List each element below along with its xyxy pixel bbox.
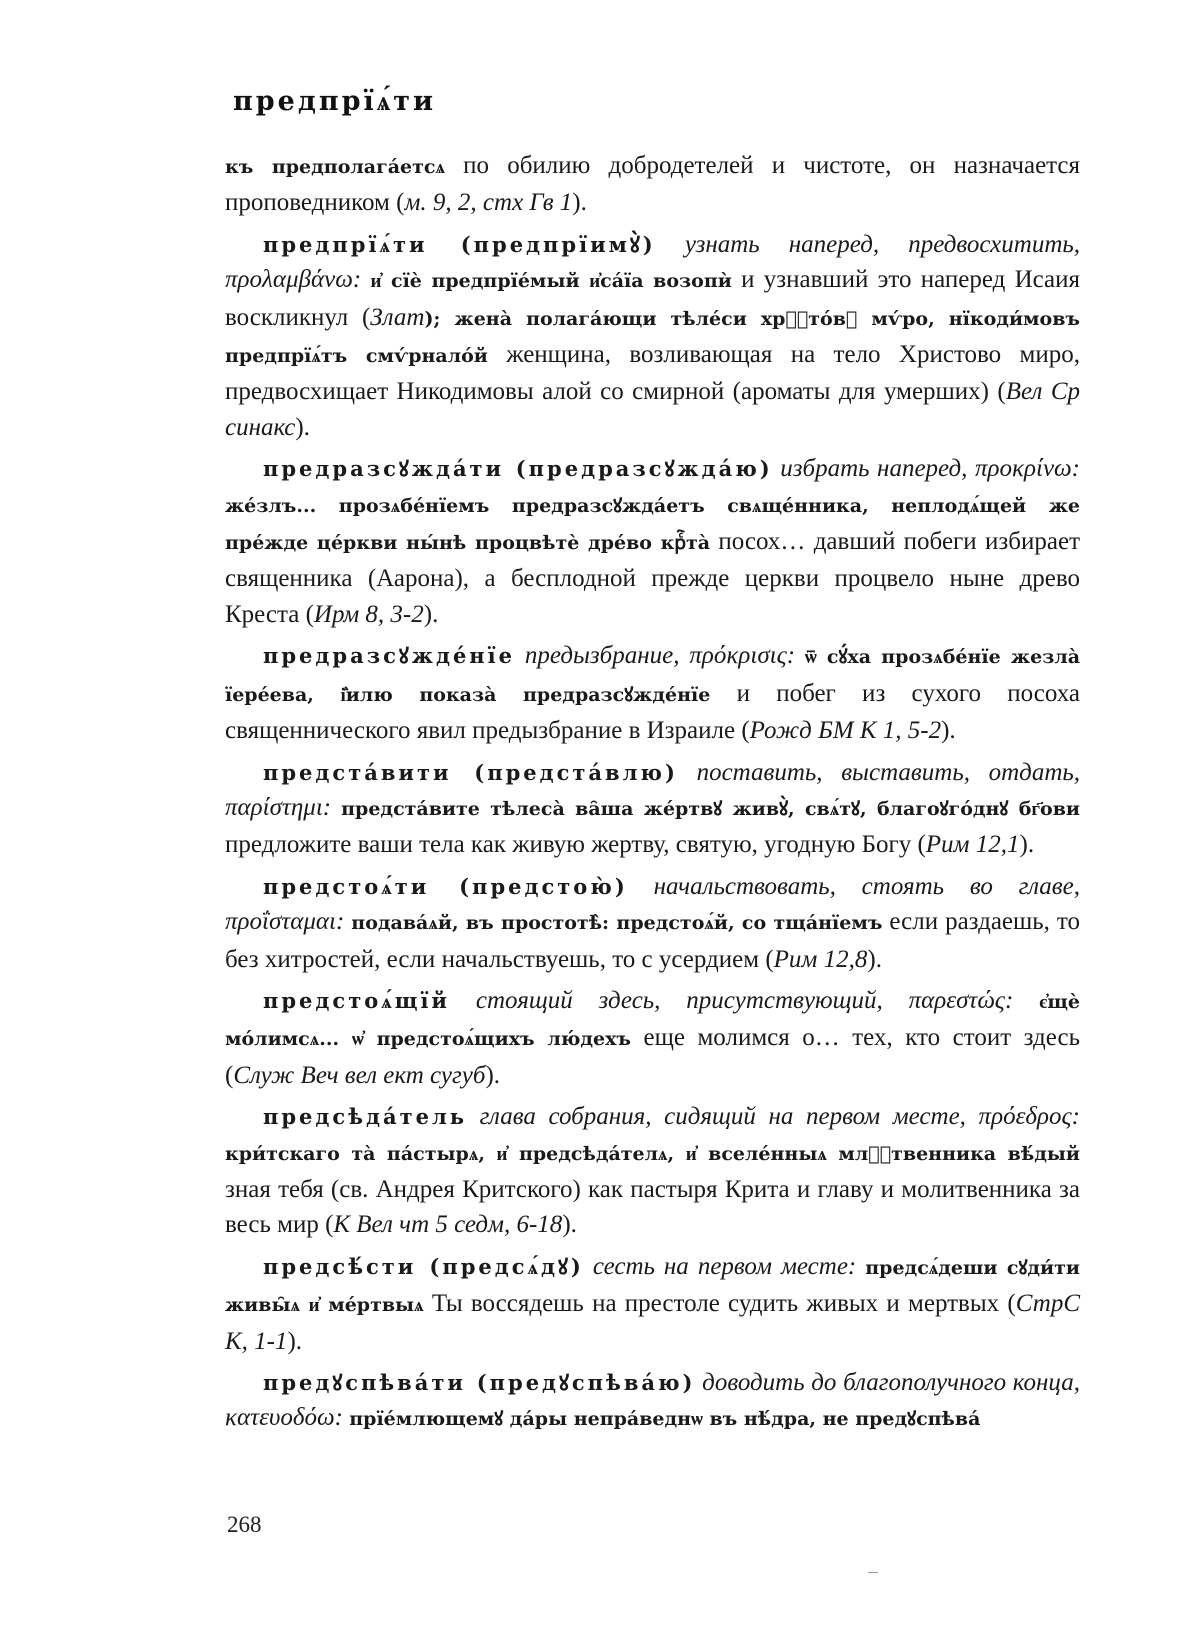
greek-equivalent: προκρίνω:: [974, 455, 1081, 483]
dictionary-entry: предсѣда́тель глава собрания, сидящий на первом месте, πρόεδρος: кри́тскаго та̀ па́стырѧ, и҆ предсѣда́телѧ, и҆ вселе́нныѧ млⷭ҇твенника вѣ́дый зная тебя (св. Андрея Критского) как пастыря Крита и главу и молитвенника за весь мир (К Вел чт 5 седм, 6-18).: [225, 1103, 1081, 1239]
definition: сесть на первом месте:: [592, 1252, 857, 1280]
definition: поставить, выставить, отдать,: [696, 758, 1080, 786]
dictionary-entry: предразсꙋжде́нїе предызбрание, πρόκρισις: ѿ сꙋ́ха прозѧбе́нїе жезла̀ їере́ева, і҆̈илю показа̀ предразсꙋжде́нїе и побег из сухого посоха священнического явил предызбрание в Израиле (Рожд БМ К 1, 5-2).: [225, 642, 1081, 745]
translation-text: посох… давший побеги избирает священника (Аарона), а бесплодной прежде церкви процвело ныне древо Креста (: [225, 528, 1080, 628]
headword: предразсꙋжде́нїе: [263, 643, 516, 669]
definition: избрать наперед,: [780, 455, 968, 483]
church-slavonic-text: и҆ сїѐ предпрїе́мый и҆са́їа возопѝ: [370, 270, 732, 293]
church-slavonic-text: ѿ сꙋ́ха прозѧбе́нїе жезла̀ їере́ева, і҆̈илю показа̀ предразсꙋжде́нїе: [225, 646, 1081, 706]
source-reference: Рожд БМ К 1, 5-2: [749, 717, 942, 745]
translation-text: зная тебя (св. Андрея Критского) как пастыря Крита и главу и молитвенника за весь мир (: [225, 1175, 1080, 1239]
definition: доводить до благополучного конца,: [702, 1369, 1080, 1396]
dictionary-entry: предпрїѧ́ти (предпрїимꙋ̀) узнать наперед, предвосхитить, προλαμβάνω: и҆ сїѐ предпрїе́мый и҆са́їа возопѝ и узнавший это наперед Исаия воскликнул (Злат); жена̀ полага́ющи тѣле́си хрⷭ҇то́вꙋ мѵ́ро, нїкоди́мовъ предпрїѧ́тъ смѵ́рнало́й женщина, возливающая на тело Христово миро, предвосхищает Никодимовы алой со смирной (ароматы для умерших) (Вел Ср синакс).: [225, 230, 1081, 441]
running-header: предпрїѧ́ти: [233, 86, 436, 117]
greek-equivalent: παρίστημι:: [225, 793, 332, 821]
translation-text: и узнавший это наперед Исаия воскликнул (: [225, 266, 1081, 331]
translation-text: женщина, возливающая на тело Христово миро, предвосхищает Никодимовы алой со смирной (ароматы для умерших) (: [225, 341, 1080, 406]
entry-continuation: къ предполага́етсѧ по обилию добродетелей и чистоте, он назначается проповедником (м. 9, 2, стх Гв 1).: [225, 152, 1081, 217]
translation-text: еще молимся о… тех, кто стоит здесь (: [225, 1024, 1080, 1089]
headword: предпрїѧ́ти (предпрїимꙋ̀): [263, 231, 656, 257]
dictionary-entry: [225, 1365, 1080, 1438]
church-slavonic-text: ); жена̀ полага́ющи тѣле́си хрⷭ҇то́вꙋ мѵ́ро, нїкоди́мовъ предпрїѧ́тъ смѵ́рнало́й: [225, 307, 1080, 368]
translation-text: предложите ваши тела как живую жертву, святую, угодную Богу (: [225, 831, 926, 859]
headword: предста́вити (предста́влю): [263, 759, 678, 785]
church-slavonic-text: кри́тскаго та̀ па́стырѧ, и҆ предсѣда́телѧ, и҆ вселе́нныѧ млⷭ҇твенника вѣ́дый: [225, 1142, 1080, 1165]
source-reference: Рим 12,1: [925, 831, 1020, 859]
definition: узнать наперед, предвосхитить,: [684, 230, 1081, 258]
headword: предꙋспѣва́ти (предꙋспѣва́ю): [263, 1370, 696, 1395]
church-slavonic-text: є҆щѐ мо́лимсѧ... ѡ҆ предстоѧ́щихъ лю́дехъ: [225, 990, 1081, 1051]
headword: предсѣда́тель: [263, 1104, 467, 1130]
translation-text: и побег из сухого посоха священнического явил предызбрание в Израиле (: [225, 679, 1080, 745]
source-reference: Служ Веч вел ект сугуб: [233, 1061, 486, 1089]
source-reference: м. 9, 2, стх Гв 1: [404, 189, 573, 217]
source-reference: Вел Ср синакс: [225, 378, 1080, 441]
church-slavonic-text: предсѧ́деши сꙋди́ти живы̑ѧ и҆ ме́ртвыѧ: [225, 1256, 1080, 1317]
dictionary-entry: предстоѧ́ти (предстою̀) начальствовать, стоять во главе, προΐσταμαι: подава́ѧй, въ простотѣ̀: предстоѧ́й, со тща́нїемъ если раздаешь, то без хитростей, если начальствуешь, то с усердием (Рим 12,8).: [225, 872, 1080, 973]
source-reference: Ирм 8, 3-2: [313, 600, 424, 628]
greek-equivalent: κατευοδόω:: [225, 1404, 343, 1432]
definition: предызбрание,: [524, 642, 680, 670]
definition: начальствовать, стоять во главе,: [653, 872, 1080, 900]
church-slavonic-text: прїе́млющемꙋ да́ры непра́веднѡ въ нѣ́дра, не предꙋспѣва́: [349, 1408, 981, 1431]
dictionary-entry: предста́вити (предста́влю) поставить, выставить, отдать, παρίστημι: предста́вите тѣлеса̀ ва̑ша же́ртвꙋ живꙋ̀, свѧ́тꙋ, благоꙋго́днꙋ бг҃ови предложите ваши тела как живую жертву, святую, угодную Богу (Рим 12,1).: [225, 758, 1080, 859]
headword: предразсꙋжда́ти (предразсꙋжда́ю): [263, 456, 773, 482]
source-reference: Злат: [370, 303, 425, 331]
church-slavonic-text: же́злъ... прозѧбе́нїемъ предразсꙋжда́етъ свѧще́нника, неплодѧ́щей же пре́жде це́ркви ны́нѣ процвѣтѐ дре́во крⷭ҇та̀: [225, 494, 1080, 555]
source-reference: Рим 12,8: [773, 945, 868, 973]
headword: предстоѧ́ти (предстою̀): [263, 873, 628, 899]
dictionary-entry: предсѣ́сти (предсѧ́дꙋ) сесть на первом месте: предсѧ́деши сꙋди́ти живы̑ѧ и҆ ме́ртвыѧ Ты воссядешь на престоле судить живых и мертвых (СтрС К, 1-1).: [225, 1252, 1080, 1355]
page-number: 268: [227, 1512, 262, 1537]
dictionary-text: [225, 148, 1080, 1444]
greek-equivalent: προΐσταμαι:: [225, 908, 345, 936]
headword: предсѣ́сти (предсѧ́дꙋ): [263, 1253, 584, 1279]
source-reference: СтрС К, 1-1: [225, 1290, 1080, 1355]
scan-speck: [868, 1572, 878, 1573]
definition: глава собрания, сидящий на первом месте,: [479, 1103, 966, 1131]
church-slavonic-text: къ предполага́етсѧ: [225, 156, 445, 178]
dictionary-entry: предразсꙋжда́ти (предразсꙋжда́ю) избрать наперед, προκρίνω: же́злъ... прозѧбе́нїемъ предразсꙋжда́етъ свѧще́нника, неплодѧ́щей же пре́жде це́ркви ны́нѣ процвѣтѐ дре́во крⷭ҇та̀ посох… давший побеги избирает священника (Аарона), а бесплодной прежде церкви процвело ныне древо Креста (Ирм 8, 3-2).: [225, 455, 1081, 628]
translation-text: Ты воссядешь на престоле судить живых и мертвых (: [423, 1290, 1016, 1318]
greek-equivalent: παρεστώς:: [908, 986, 1014, 1014]
source-reference: К Вел чт 5 седм, 6-18: [333, 1211, 563, 1239]
greek-equivalent: πρόκρισις:: [689, 642, 796, 670]
church-slavonic-text: подава́ѧй, въ простотѣ̀: предстоѧ́й, со тща́нїемъ: [351, 912, 883, 935]
greek-equivalent: πρόεδρος:: [978, 1103, 1081, 1131]
translation-text: по обилию добродетелей и чистоте, он назначается проповедником (: [225, 152, 1081, 217]
definition: стоящий здесь, присутствующий,: [475, 986, 883, 1014]
church-slavonic-text: предста́вите тѣлеса̀ ва̑ша же́ртвꙋ живꙋ̀, свѧ́тꙋ, благоꙋго́днꙋ бг҃ови: [341, 797, 1080, 820]
translation-text: если раздаешь, то без хитростей, если начальствуешь, то с усердием (: [225, 908, 1080, 973]
greek-equivalent: προλαμβάνω:: [225, 266, 362, 294]
headword: предстоѧ́щїй: [263, 987, 450, 1013]
dictionary-entry: предстоѧ́щїй стоящий здесь, присутствующий, παρεστώς: є҆щѐ мо́лимсѧ... ѡ҆ предстоѧ́щихъ лю́дехъ еще молимся о… тех, кто стоит здесь (Служ Веч вел ект сугуб).: [225, 986, 1081, 1089]
